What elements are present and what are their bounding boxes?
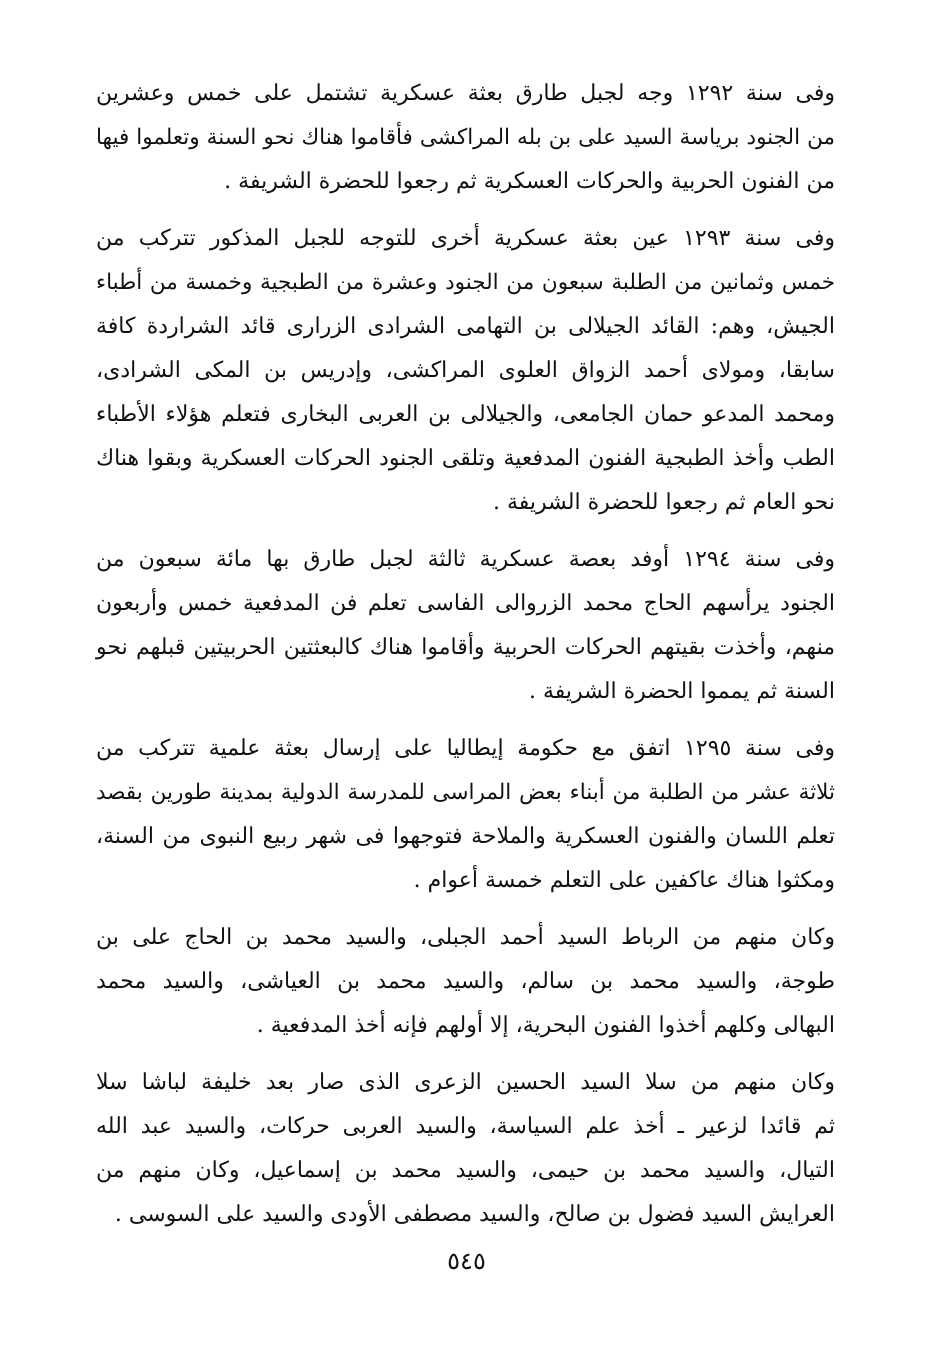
text-line: وفى سنة ١٢٩٤ أوفد بعصة عسكرية ثالثة لجبل طارق بها مائة سبعون من [96,547,835,572]
text-line: التيال، والسيد محمد بن حيمى، والسيد محمد بن إسماعيل، وكان منهم من [96,1158,835,1183]
text-line: ثم قائدا لزعير ـ أخذ علم السياسة، والسيد العربى حركات، والسيد عبد الله [96,1114,835,1139]
text-line: السنة ثم يمموا الحضرة الشريفة . [528,679,835,704]
text-line: وفى سنة ١٢٩٥ اتفق مع حكومة إيطاليا على إرسال بعثة علمية تتركب من [96,736,835,761]
paragraph-6 [96,1061,835,1237]
text-line: من الفنون الحربية والحركات العسكرية ثم رجعوا للحضرة الشريفة . [224,169,835,194]
text-line: الجنود يرأسهم الحاج محمد الزروالى الفاسى تعلم فن المدفعية خمس وأربعون [96,591,835,616]
paragraph-3 [96,538,835,714]
text-line: من الجنود برياسة السيد على بن بله المراكشى فأقاموا هناك نحو السنة وتعلموا فيها [96,125,835,150]
text-line: ومحمد المدعو حمان الجامعى، والجيلالى بن العربى البخارى فتعلم هؤلاء الأطباء [96,402,835,427]
text-line: وفى سنة ١٢٩٢ وجه لجبل طارق بعثة عسكرية تشتمل على خمس وعشرين [96,81,835,106]
paragraph-2 [96,217,835,525]
text-line: خمس وثمانين من الطلبة سبعون من الجنود وعشرة من الطبجية وخمسة من أطباء [96,270,835,295]
text-line: وفى سنة ١٢٩٣ عين بعثة عسكرية أخرى للتوجه للجبل المذكور تتركب من [96,226,835,251]
text-line: الطب وأخذ الطبجية الفنون المدفعية وتلقى الجنود الحركات العسكرية وبقوا هناك [96,446,835,471]
text-line: ثلاثة عشر من الطلبة من أبناء بعض المراسى للمدرسة الدولية بمدينة طورين بقصد [96,780,835,805]
text-line: تعلم اللسان والفنون العسكرية والملاحة فتوجهوا فى شهر ربيع النبوى من السنة، [96,824,835,849]
text-line: ومكثوا هناك عاكفين على التعلم خمسة أعوام . [413,868,835,893]
text-line: سابقا، ومولاى أحمد الزواق العلوى المراكشى، وإدريس بن المكى الشرادى، [96,358,835,383]
text-line: الجيش، وهم: القائد الجيلالى بن التهامى الشرادى الزرارى قائد الشراردة كافة [96,314,835,339]
text-line: وكان منهم من سلا السيد الحسين الزعرى الذى صار بعد خليفة لباشا سلا [96,1070,835,1095]
text-line: منهم، وأخذت بقيتهم الحركات الحربية وأقاموا هناك كالبعثتين الحربيتين قبلهم نحو [96,635,835,660]
text-line: وكان منهم من الرباط السيد أحمد الجبلى، والسيد محمد بن الحاج على بن [96,925,835,950]
text-line: نحو العام ثم رجعوا للحضرة الشريفة . [492,490,835,515]
text-line: البهالى وكلهم أخذوا الفنون البحرية، إلا أولهم فإنه أخذ المدفعية . [256,1013,835,1038]
body-text [96,72,835,1237]
text-line: طوجة، والسيد محمد بن سالم، والسيد محمد بن العياشى، والسيد محمد [96,969,835,994]
paragraph-5 [96,916,835,1048]
text-line: العرايش السيد فضول بن صالح، والسيد مصطفى الأودى والسيد على السوسى . [114,1202,835,1227]
paragraph-4 [96,727,835,903]
page-number: ٥٤٥ [447,1247,486,1275]
paragraph-1 [96,72,835,204]
